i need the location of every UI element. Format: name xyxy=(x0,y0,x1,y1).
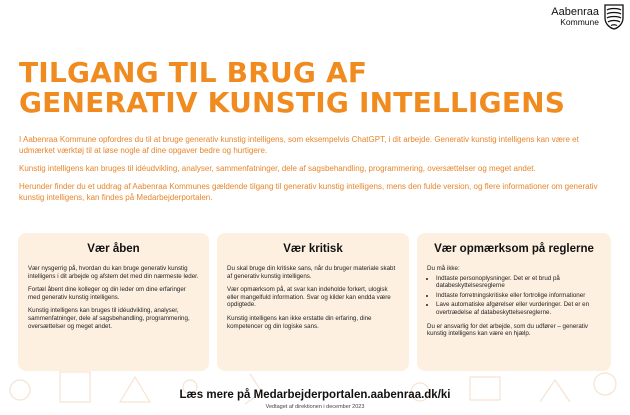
logo-name: Aabenraa xyxy=(551,5,599,18)
list-item: • Indtaste forretningskritiske eller fortrolige informationer xyxy=(436,292,601,300)
card-lead: Du må ikke: xyxy=(427,265,460,272)
title-line-2: GENERATIV KUNSTIG INTELLIGENS xyxy=(19,86,566,119)
municipal-shield-icon xyxy=(604,4,624,30)
card-paragraph: Vær nysgerrig på, hvordan du kan bruge generativ kunstig intelligens i dit arbejde og afstem det med din nærmeste leder. xyxy=(28,265,199,280)
list-item: • Lave automatiske afgørelser eller vurderinger. Det er en overtrædelse af databeskyttelsesreglerne. xyxy=(436,301,601,316)
title-line-1: TILGANG TIL BRUG AF xyxy=(19,56,368,89)
card-paragraph: Vær opmærksom på, at svar kan indeholde forkert, ulogisk eller mangelfuld information. Svar og kilder kan endda være opdigtede. xyxy=(227,286,391,309)
card-paragraph: Kunstig intelligens kan bruges til idéudvikling, analyser, sammenfatninger, dele af sagsbehandling, programmering, oversættelser og meget andet. xyxy=(28,307,190,330)
card-title: Vær opmærksom på reglerne xyxy=(434,243,594,255)
card-vaer-kritisk xyxy=(217,233,409,371)
card-vaer-aaben xyxy=(18,233,209,371)
list-item: • Indtaste personoplysninger. Det er et brud på databeskyttelsesreglerne xyxy=(436,275,601,290)
intro-section xyxy=(19,134,609,210)
card-paragraph: Du skal bruge din kritiske sans, når du bruger materiale skabt af generativ kunstig intelligens. xyxy=(227,265,396,280)
card-title: Vær kritisk xyxy=(283,243,343,255)
intro-paragraph-3: Herunder finder du et uddrag af Aabenraa Kommunes gældende tilgang til generativ kunstig intelligens, mens den fulde version, og flere informationer om generativ kunstig intelligens, kan findes på Medarbejderportalen. xyxy=(19,182,598,202)
aabenraa-logo xyxy=(551,4,624,30)
rules-list xyxy=(427,275,601,317)
card-title: Vær åben xyxy=(87,243,140,255)
card-vaer-opmaerksom-paa-reglerne xyxy=(417,233,611,371)
logo-subtitle: Kommune xyxy=(560,17,599,28)
page-title xyxy=(19,58,565,118)
intro-paragraph-2: Kunstig intelligens kan bruges til idéudvikling, analyser, sammenfatninger, dele af sagsbehandling, programmering, oversættelser og meget andet. xyxy=(19,164,536,173)
logo-text xyxy=(551,7,599,27)
intro-paragraph-1: I Aabenraa Kommune opfordres du til at bruge generativ kunstig intelligens, som eksempelvis ChatGPT, i dit arbejde. Generativ kunstig intelligens kan være et udmærket værktøj til at løse nogle af dine opgaver bedre og hurtigere. xyxy=(19,135,579,155)
read-more-link[interactable]: Læs mere på Medarbejderportalen.aabenraa.dk/ki xyxy=(179,389,451,401)
card-paragraph: Fortæl åbent dine kolleger og din leder om dine erfaringer med generativ kunstig intelligens. xyxy=(28,286,186,301)
adoption-note: Vedtaget af direktionen i december 2023 xyxy=(265,404,365,410)
card-paragraph: Kunstig intelligens kan ikke erstatte din erfaring, dine kompetencer og din logiske sans. xyxy=(227,314,372,330)
card-closing: Du er ansvarlig for det arbejde, som du udfører – generativ kunstig intelligens kan være en hjælp. xyxy=(427,322,588,338)
